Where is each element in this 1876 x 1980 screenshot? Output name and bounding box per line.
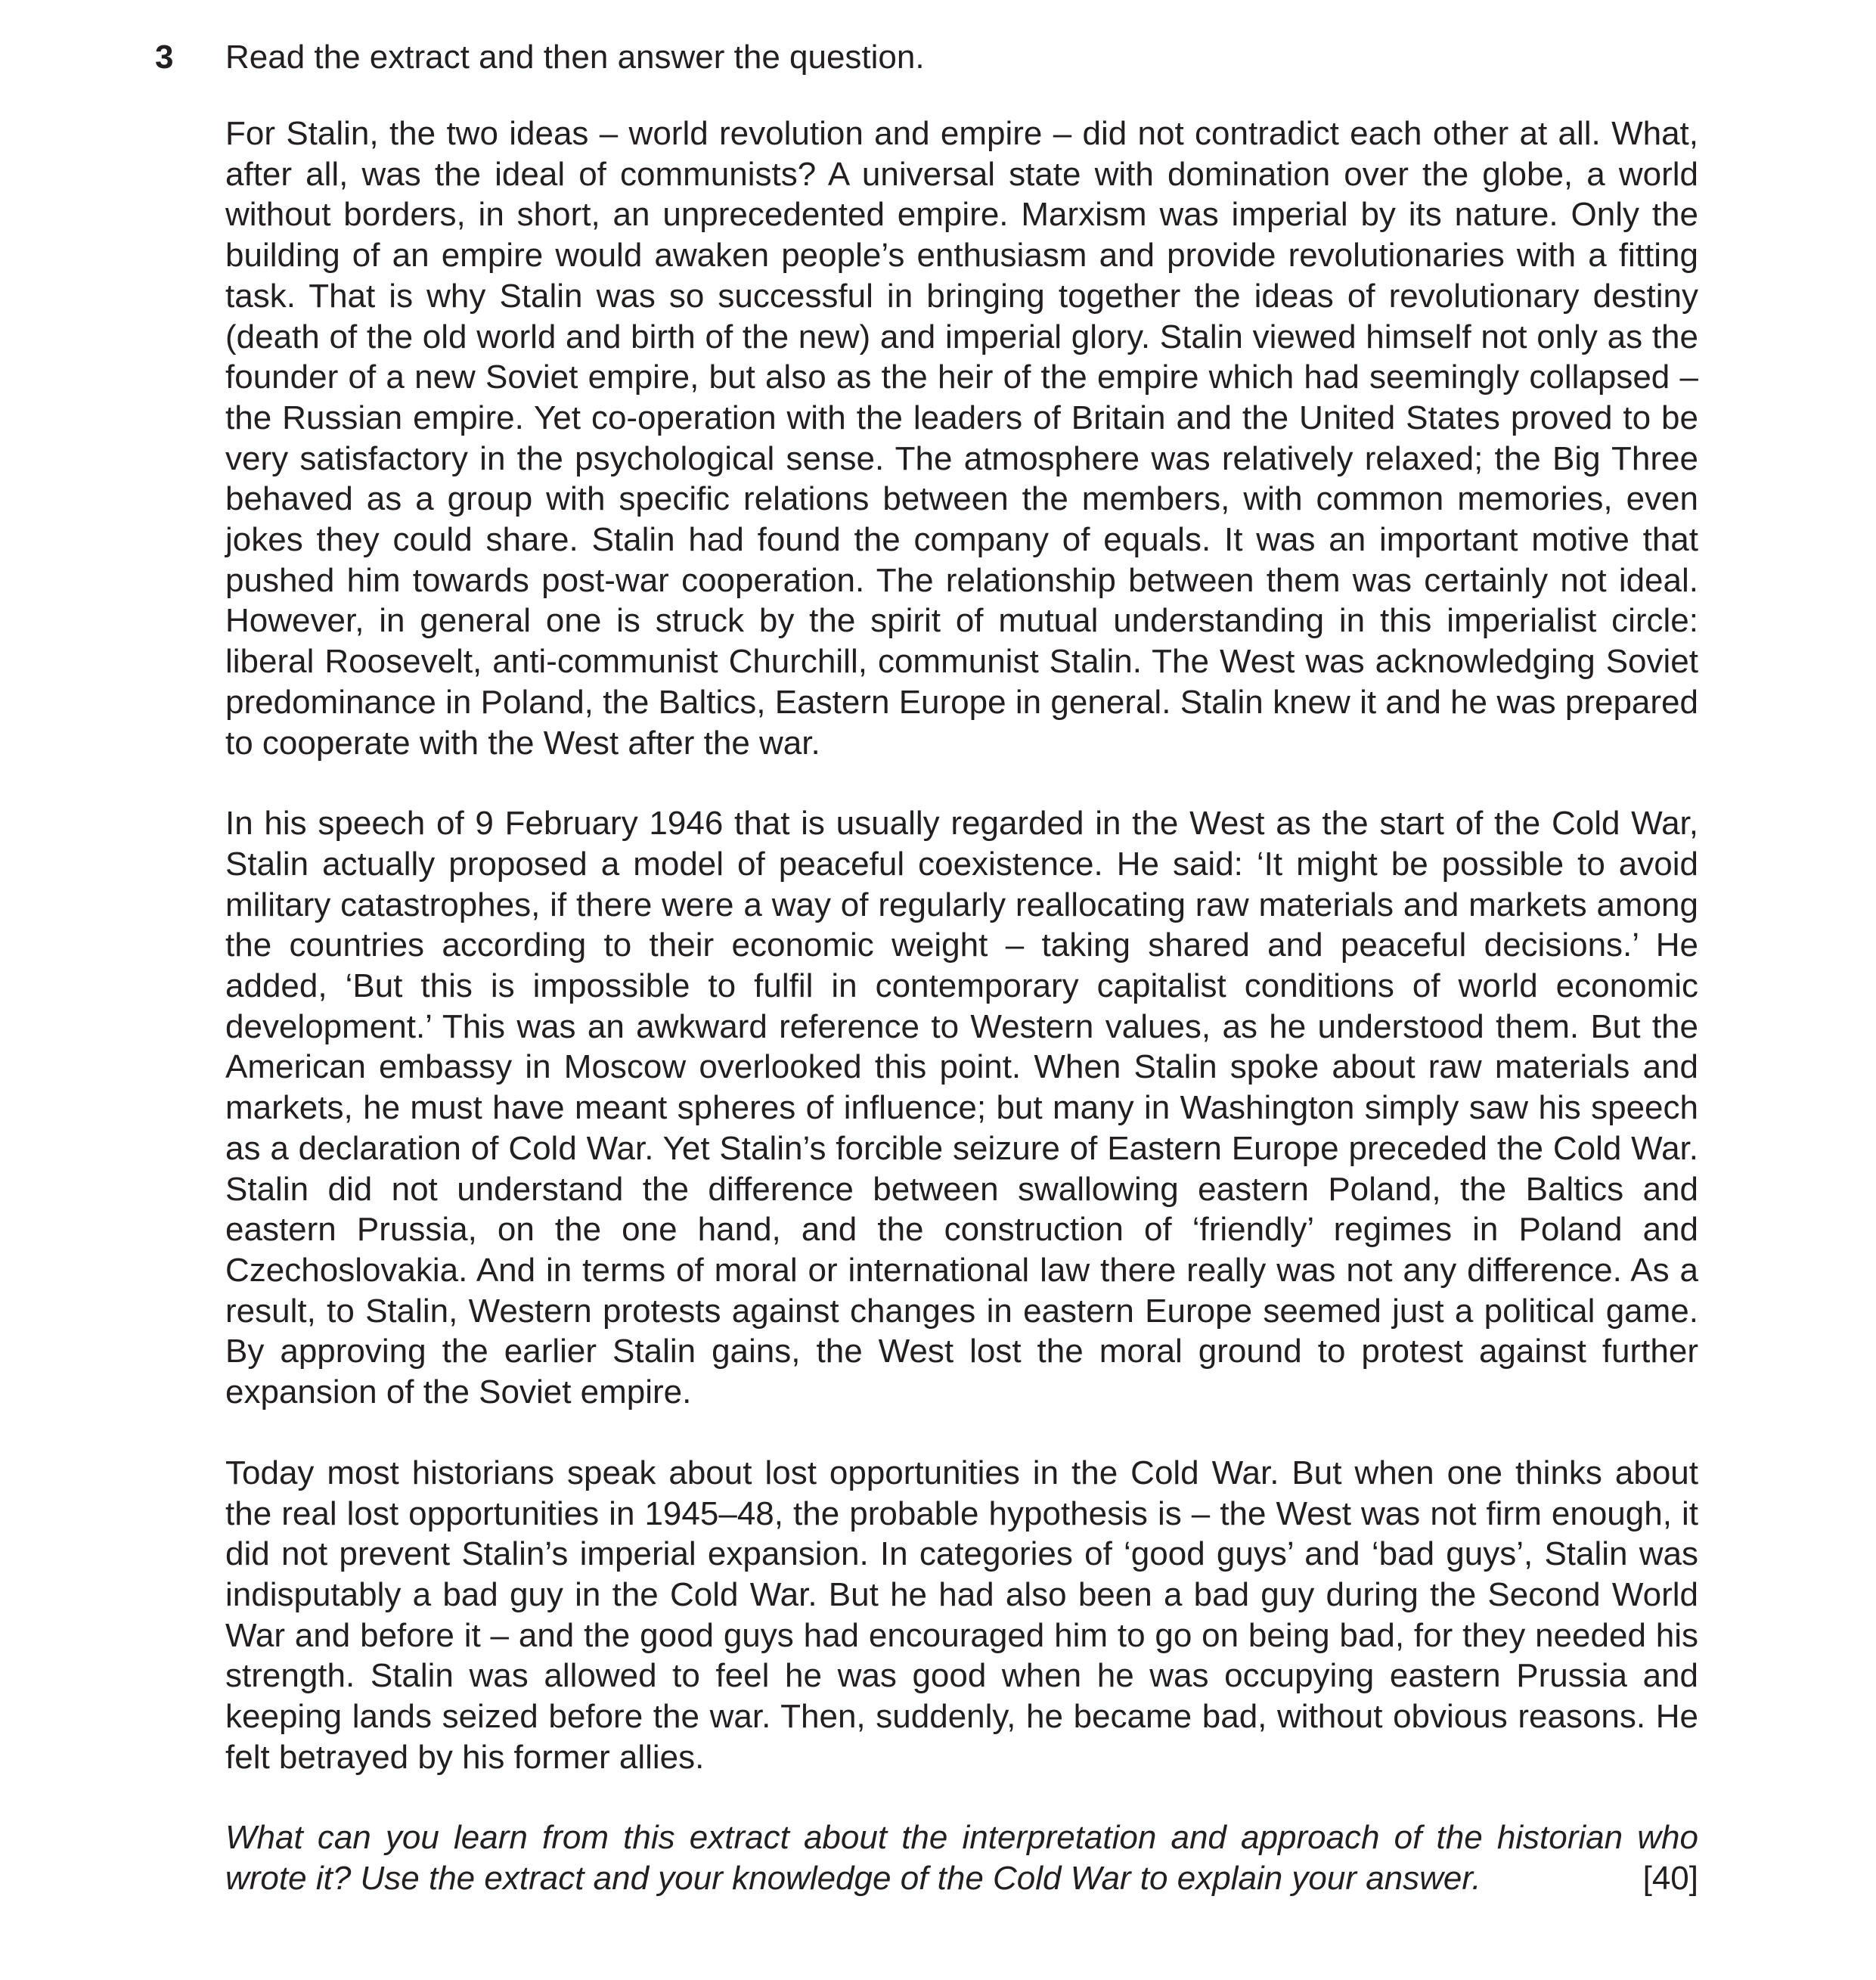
question-content <box>225 33 1698 1899</box>
question-line-2-row <box>225 1858 1698 1899</box>
extract-paragraph-1: For Stalin, the two ideas – world revolution and empire – did not contradict each other at all. What, after all, was the ideal of communists? A universal state with domination over the globe, a world without borders, in short, an unprecedented empire. Marxism was imperial by its nature. Only the building of an empire would awaken people’s enthusiasm and provide revolutionaries with a fitting task. That is why Stalin was so successful in bringing together the ideas of revolutionary destiny (death of the old world and birth of the new) and imperial glory. Stalin viewed himself not only as the founder of a new Soviet empire, but also as the heir of the empire which had seemingly collapsed – the Russian empire. Yet co-operation with the leaders of Britain and the United States proved to be very satisfactory in the psychological sense. The atmosphere was relatively relaxed; the Big Three behaved as a group with specific relations between the members, with common memories, even jokes they could share. Stalin had found the company of equals. It was an important motive that pushed him towards post-war cooperation. The relationship between them was certainly not ideal. However, in general one is struck by the spirit of mutual understanding in this imperialist circle: liberal Roosevelt, anti-communist Churchill, communist Stalin. The West was acknowledging Soviet predominance in Poland, the Baltics, Eastern Europe in general. Stalin knew it and he was prepared to cooperate with the West after the war. <box>225 115 1698 762</box>
question-number: 3 <box>155 39 174 76</box>
question-line-2: wrote it? Use the extract and your knowledge of the Cold War to explain your answer. <box>225 1860 1481 1898</box>
extract-paragraph-3: Today most historians speak about lost opportunities in the Cold War. But when one thinks about the real lost opportunities in 1945–48, the probable hypothesis is – the West was not firm enough, it did not prevent Stalin’s imperial expansion. In categories of ‘good guys’ and ‘bad guys’, Stalin was indisputably a bad guy in the Cold War. But he had also been a bad guy during the Second World War and before it – and the good guys had encouraged him to go on being bad, for they needed his strength. Stalin was allowed to feel he was good when he was occupying eastern Prussia and keeping lands seized before the war. Then, suddenly, he became bad, without obvious reasons. He felt betrayed by his former allies. <box>225 1454 1698 1776</box>
question-line-1: What can you learn from this extract about the interpretation and approach of the historian who <box>225 1819 1698 1857</box>
extract <box>225 113 1698 1777</box>
question-prompt <box>225 1817 1698 1898</box>
marks-allocation: [40] <box>1642 1860 1698 1898</box>
extract-paragraph-2: In his speech of 9 February 1946 that is usually regarded in the West as the start of the Cold War, Stalin actually proposed a model of peaceful coexistence. He said: ‘It might be possible to avoid military catastrophes, if there were a way of regularly reallocating raw materials and markets among the countries according to their economic weight – taking shared and peaceful decisions.’ He added, ‘But this is impossible to fulfil in contemporary capitalist conditions of world economic development.’ This was an awkward reference to Western values, as he understood them. But the American embassy in Moscow overlooked this point. When Stalin spoke about raw materials and markets, he must have meant spheres of influence; but many in Washington simply saw his speech as a declaration of Cold War. Yet Stalin’s forcible seizure of Eastern Europe preceded the Cold War. Stalin did not understand the difference between swallowing eastern Poland, the Baltics and eastern Prussia, on the one hand, and the construction of ‘friendly’ regimes in Poland and Czechoslovakia. And in terms of moral or international law there really was not any difference. As a result, to Stalin, Western protests against changes in eastern Europe seemed just a political game. By approving the earlier Stalin gains, the West lost the moral ground to protest against further expansion of the Soviet empire. <box>225 805 1698 1411</box>
instruction-text: Read the extract and then answer the question. <box>225 39 925 76</box>
